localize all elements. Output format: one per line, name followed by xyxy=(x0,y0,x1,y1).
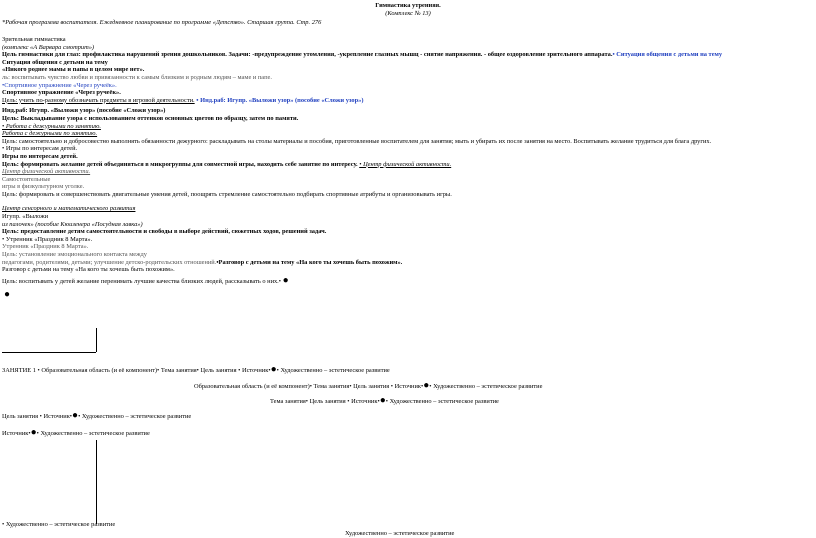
text-line: • Игры по интересам детей. xyxy=(2,145,78,153)
row-text: • Художественно – эстетическое развитие xyxy=(36,430,150,437)
text-line: • Работа с дежурными по занятию. xyxy=(2,122,101,130)
text-line: Игры по интересам детей. xyxy=(2,152,78,160)
text-span: Цель: воспитывать у детей желание перенимать лучшие качества близких людей, рассказывать о них. xyxy=(2,277,279,285)
text-span: • xyxy=(278,277,282,285)
text-line: Зрительная гимнастика xyxy=(2,36,66,43)
text-span: • Инд.раб: Игупр. «Выложи узор» (пособие «Сложи узор») xyxy=(196,96,364,104)
bottom-row-1 xyxy=(2,366,390,375)
text-line: Центр физической активности. xyxy=(2,168,91,176)
text-line xyxy=(2,51,807,59)
bullet-dot-icon: ● xyxy=(72,410,79,421)
text-line: «Никого роднее мамы и папы в целом мире нет». xyxy=(2,66,145,74)
text-line: Центр сенсорного и математического развития xyxy=(2,205,136,213)
text-span: педагогами, родителями, детьми; улучшение детско-родительских отношений. xyxy=(2,258,217,266)
text-line: игры в физкультурном уголке. xyxy=(2,183,85,191)
table-border xyxy=(2,352,96,353)
text-line: Утренник «Праздник 8 Марта». xyxy=(2,243,89,251)
text-line: Цель: самостоятельно и добросовестно выполнять обязанности дежурного: раскладывать на столы материалы и пособия, приготовленные воспитателем для занятия; мыть и убирать их после занятия на место. Воспитывать желание трудиться для блага других. xyxy=(2,137,712,145)
row-text: • Художественно – эстетическое развитие xyxy=(276,367,390,374)
row-text: • Художественно – эстетическое развитие xyxy=(429,383,543,390)
text-span: •Разговор с детьми на тему «На кого ты хочешь быть похожим». xyxy=(216,258,403,266)
table-border xyxy=(96,328,97,352)
bottom-row-3 xyxy=(270,397,499,406)
text-line xyxy=(2,274,807,286)
text-line: из палочек» (пособие Кюизенера «Посудная лавка») xyxy=(2,220,143,228)
text-line: Игупр. «Выложи xyxy=(2,213,49,221)
text-line: Самостоятельные xyxy=(2,175,51,183)
text-line: Цель: предоставление детям самостоятельности и свободы в выборе действий, сюжетных ходов, решений задач. xyxy=(2,228,327,236)
text-line xyxy=(2,97,807,105)
bullet-dot-icon: ● xyxy=(30,427,37,438)
bullet-dot-icon: ● xyxy=(270,364,277,375)
text-span: Цель гимнастики для глаз: профилактика нарушений зрения дошкольников. Задачи: -предупреждение утомления, -укрепление глазных мышц - снятие напряжения. - общее оздоровление зрительного аппарата. xyxy=(2,51,613,59)
table-border xyxy=(96,440,97,524)
row-text: • Художественно – эстетическое развитие xyxy=(385,398,499,405)
complex-number: (Комплекс № 13) xyxy=(385,10,431,17)
text-line: Инд.раб: Игупр. «Выложи узор» (пособие «Сложи узор») xyxy=(2,107,166,115)
row-text: Тема занятия• Цель занятия • Источник• xyxy=(270,398,380,405)
text-line: Спортивное упражнение «Через ручеёк». xyxy=(2,89,121,97)
row-text: Источник• xyxy=(2,430,31,437)
text-line: Разговор с детьми на тему «На кого ты хочешь быть похожим». xyxy=(2,266,175,274)
text-line: Цель: установление эмоционального контакта между xyxy=(2,251,147,259)
bullet-dot-icon: ● xyxy=(379,395,386,406)
bullet-dot-icon: ● xyxy=(282,274,289,286)
row-text: ЗАНЯТИЕ 1 • Образовательная область (и её компонент)• Тема занятия• Цель занятия • Источник• xyxy=(2,367,271,374)
bullet-dot-icon: ● xyxy=(4,289,11,301)
page-title: Гимнастика утренняя. xyxy=(375,2,441,9)
text-line: Цель: формировать и совершенствовать двигательные умения детей, поощрять стремление самостоятельно подбирать спортивные атрибуты и организовывать игры. xyxy=(2,190,452,198)
text-line: •Спортивное упражнение «Через ручеёк». xyxy=(2,81,117,89)
row-text: • Художественно – эстетическое развитие xyxy=(78,413,192,420)
text-line: Работа с дежурными по занятию. xyxy=(2,130,98,138)
main-content xyxy=(2,36,807,301)
text-span: • Центр физической активности. xyxy=(359,160,452,168)
source-note: *Рабочая программа воспитателя. Ежедневное планирование по программе «Детство». Старшая группа. Стр. 276 xyxy=(2,19,322,26)
bottom-row-4 xyxy=(2,412,191,421)
spacer xyxy=(2,198,807,205)
text-span: Цель: формировать желание детей объединяться в микрогруппы для совместной игры, находить себе занятие по интересу. xyxy=(2,160,358,168)
text-line xyxy=(2,259,807,267)
text-line xyxy=(2,161,807,169)
bottom-row-6: • Художественно – эстетическое развитие xyxy=(2,521,116,528)
bottom-row-5 xyxy=(2,429,150,438)
bottom-row-7: Художественно – эстетическое развитие xyxy=(345,530,455,537)
text-span: Цель: учить по-разному обозначать предметы в игровой деятельности. xyxy=(2,96,195,104)
bottom-row-2 xyxy=(194,382,542,391)
text-line: ль: воспитывать чувство любви и привязанности к самым близким и родным людям – маме и папе. xyxy=(2,73,272,81)
row-text: Образовательная область (и её компонент)• Тема занятия• Цель занятия • Источник• xyxy=(194,383,424,390)
text-span: • Ситуация общения с детьми на тему xyxy=(612,51,723,59)
bullet-dot-icon: ● xyxy=(423,380,430,391)
text-line: Цель: Выкладывание узора с использованием оттенков основных цветов по образцу, затем по памяти. xyxy=(2,114,299,122)
row-text: Цель занятия • Источник• xyxy=(2,413,73,420)
text-line: • Утренник «Праздник 8 Марта». xyxy=(2,235,93,243)
text-line: (комплекс «А Варвара смотрит») xyxy=(2,43,95,51)
text-line: Ситуация общения с детьми на тему xyxy=(2,58,108,66)
